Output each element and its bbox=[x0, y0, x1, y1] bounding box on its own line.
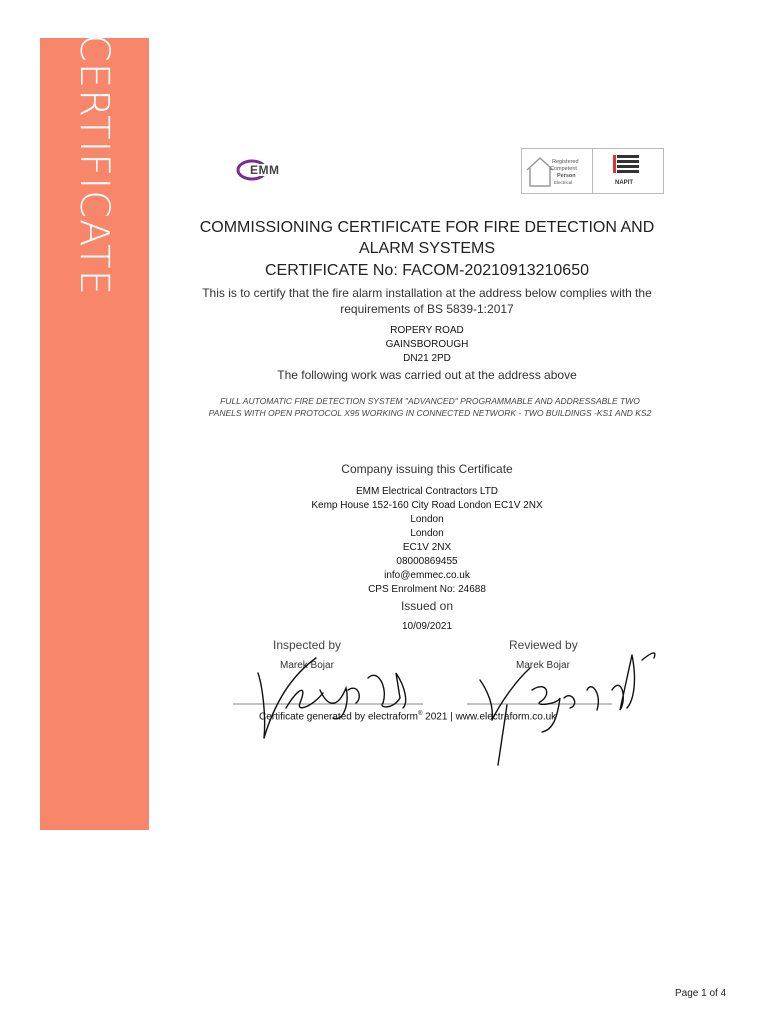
issued-label: Issued on bbox=[400, 599, 454, 613]
reviewer-name: Marek Bojar bbox=[516, 660, 570, 671]
work-description: FULL AUTOMATIC FIRE DETECTION SYSTEM "ADVANCED" PROGRAMMABLE AND ADDRESSABLE TWO PANELS WITH OPEN PROTOCOL X95 WORKING IN CONNECTED NETWORK - TWO BUILDINGS -KS1 AND KS2 bbox=[208, 396, 652, 418]
rcp-line-2: Competent bbox=[550, 166, 577, 172]
inspector-name: Marek Bojar bbox=[280, 660, 334, 671]
reviewed-by-label: Reviewed by bbox=[509, 638, 578, 652]
napit-badge bbox=[593, 149, 663, 193]
company-city: London bbox=[410, 514, 444, 525]
certification-statement: This is to certify that the fire alarm installation at the address below complies with the requirements of BS 5839-1:2017 bbox=[202, 286, 652, 316]
issued-date: 10/09/2021 bbox=[401, 621, 453, 632]
company-postcode: EC1V 2NX bbox=[402, 542, 452, 553]
title-line-2: ALARM SYSTEMS bbox=[358, 240, 496, 257]
installation-address bbox=[150, 324, 704, 366]
rcp-line-3: Person bbox=[557, 173, 576, 179]
company-cps-enrolment: CPS Enrolment No: 24688 bbox=[368, 584, 486, 595]
rcp-line-4: Electrical bbox=[554, 180, 573, 185]
company-name: EMM Electrical Contractors LTD bbox=[355, 486, 499, 497]
registered-competent-person-badge bbox=[522, 149, 593, 193]
company-intro: Company issuing this Certificate bbox=[341, 462, 513, 476]
accreditation-badges bbox=[521, 148, 664, 194]
emm-logo-text: EMM bbox=[250, 163, 280, 177]
inspector-signature-icon bbox=[228, 648, 428, 743]
company-county: London bbox=[410, 528, 444, 539]
napit-logo-icon bbox=[613, 153, 643, 179]
generated-by-footer bbox=[259, 711, 556, 722]
certificate-number: CERTIFICATE No: FACOM-20210913210650 bbox=[265, 262, 589, 279]
generated-prefix: Certificate generated by electraform bbox=[259, 711, 418, 723]
registered-mark: ® bbox=[417, 711, 423, 717]
address-line: DN21 2PD bbox=[403, 353, 451, 364]
company-details bbox=[150, 485, 704, 597]
company-address: Kemp House 152-160 City Road London EC1V 2NX bbox=[311, 500, 543, 511]
title-line-1: COMMISSIONING CERTIFICATE FOR FIRE DETECTION AND bbox=[199, 219, 655, 236]
inspected-by-label: Inspected by bbox=[273, 638, 342, 652]
company-email: info@emmec.co.uk bbox=[384, 570, 470, 581]
work-intro: The following work was carried out at the address above bbox=[277, 368, 577, 382]
address-line: GAINSBOROUGH bbox=[385, 339, 469, 350]
side-band-title: CERTIFICATE bbox=[71, 33, 117, 297]
address-line: ROPERY ROAD bbox=[390, 325, 464, 336]
napit-label: NAPIT bbox=[615, 180, 633, 186]
generated-suffix: 2021 | www.electraform.co.uk bbox=[422, 711, 557, 723]
reviewer-signature-icon bbox=[462, 650, 662, 770]
page-number: Page 1 of 4 bbox=[675, 988, 727, 999]
rcp-line-1: Registered bbox=[552, 159, 579, 165]
company-phone: 08000869455 bbox=[396, 556, 458, 567]
certificate-title bbox=[150, 217, 704, 259]
